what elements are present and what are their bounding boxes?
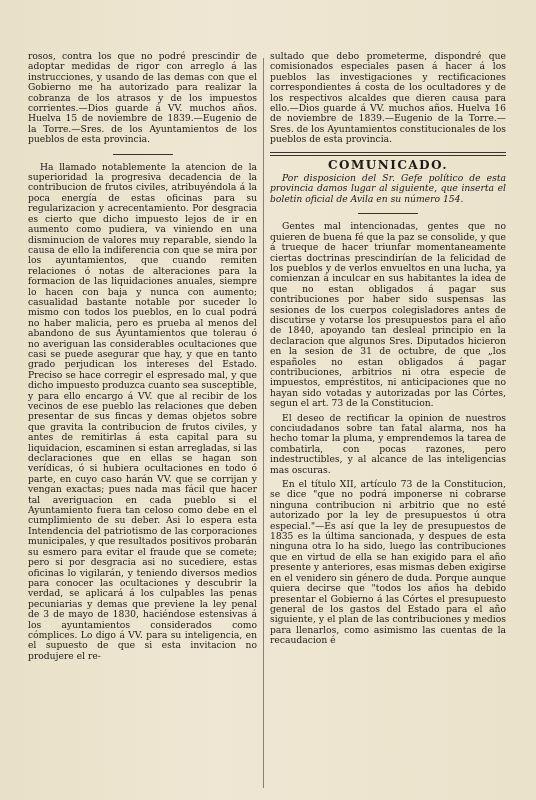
- left-main-paragraph: Ha llamado notablemente la atencion de la superioridad la progresiva decadencia de la contribucion de frutos civiles, atribuyéndola á la poca energía de estas oficinas para su regularizacion y acrecentamiento. Por desgracia es cierto que dicho impuesto lejos de ir en aumento como pudiera, va viniendo en una disminucion de valores muy reparable, siendo la causa de ello la indiferencia con que se mira por los ayuntamientos, que cuando remiten relaciones ó notas de alteraciones para la formacion de las liquidaciones anuales, siempre lo hacen con baja y nunca con aumento; casualidad bastante notable por suceder lo mismo con todos los pueblos, en lo cual podrá no haber malicia, pero es prueba al menos del abandono de sus Ayuntamientos que tolerau ó no averiguan las considerables ocultaciones que casi se puede asegurar que hay, y que en tanto grado perjudican los intereses del Estado. Preciso se hace corregir el espresado mal, y que dicho impuesto produzca cuanto sea susceptible, y para ello encargo á VV. que al recibir de los vecinos de ese pueblo las relaciones que deben presentar de sus fincas y demas objetos sobre que gravita la contribucion de frutos civiles, y antes de remitirlas á esta capital para su liquidacion, escaminen si estan arregladas, si las declaraciones que en ellas se hagan son verídicas, ó si hubiera ocultaciones en todo ó parte, en cuyo caso harán VV. que se corrijan y vengan exactas; pues nada mas fácil que hacer tal averiguacion en cada pueblo si el Ayuntamiento fuera tan celoso como debe en el cumplimiento de su deber. Asi lo espera esta Intendencia del patriotismo de las corporaciones municipales, y que resultados positivos probarán su esmero para evitar el fraude que se comete; pero si por desgracia asi no sucediere, estas oficinas lo vigilarán, y teniendo diversos medios para conocer las ocultaciones y descubrir la verdad, se aplicará á los culpables las penas pecuniarias y demas que previene la ley penal de 3 de mayo de 1830, haciéndose estensivas á los ayuntamientos considerados como cómplices. Lo digo á VV. para su inteligencia, en el supuesto de que si esta invitacion no produjere el re-: [28, 161, 257, 662]
- lead-paragraph: Por disposicion del Sr. Gefe político de esta provincia damos lugar al siguiente, que inserta el boletin oficial de Avila en su número 154.: [270, 173, 506, 205]
- separator-rule: [113, 154, 173, 155]
- right-top-paragraph: sultado que debo prometerme, dispondré que comisionados especiales pasen á hacer á los pueblos las investigaciones y rectificaciones correspondientes á costa de los ocultadores y de los respectivos alcaldes que dieren causa para ello.—Dios guarde á VV. muchos años. Huelva 16 de noviembre de 1839.—Eugenio de la Torre.—Sres. de los Ayuntamientos constitucionales de los pueblos de esta provincia.: [270, 51, 506, 146]
- left-top-paragraph: rosos, contra los que no podré prescindir de adoptar medidas de rigor con arreglo á las instrucciones, y usando de las demas con que el Gobierno me ha autorizado para realizar la cobranza de los atrasos y de los impuestos corrientes.—Dios guarde á VV. muchos años. Huelva 15 de noviembre de 1839.—Eugenio de la Torre.—Sres. de los Ayuntamientos de los pueblos de esta provincia.: [28, 51, 257, 146]
- section-title: COMUNICADO.: [327, 157, 449, 172]
- right-paragraph-3: En el título XII, artículo 73 de la Constitucion, se dice "que no podrá imponerse ni cobrarse ninguna contribucion ni arbitrio que no esté autorizado por la ley de presupuestos ú otra especial."—Es así que la ley de presupuestos de 1835 es la última sancionada, y despues de esta ninguna otra lo ha sido, luego las contribuciones que en virtud de ella se han exigido para el año presente y anteriores, esas mismas deben exigirse en el venidero sin género de duda. Porque aunque quiera decirse que "todos los años ha debido presentar el Gobierno á las Córtes el presupuesto general de los gastos del Estado para el año siguiente, y el plan de las contribuciones y medios para llenarlos, como asimismo las cuentas de la recaudacion é: [270, 479, 506, 647]
- separator-rule-right: [358, 213, 418, 214]
- right-paragraph-1: Gentes mal intencionadas, gentes que no quieren de buena fé que la paz se consolide, y que á trueque de hacer triunfar momentaneamente ciertas doctrinas prescindirían de la felicidad de los pueblos y de verlos envueltos en una lucha, ya comienzan á inculcar en sus habitantes la idea de que no estan obligados á pagar sus contribuciones por haber sido suspensas las sesiones de los cuerpos colegisladores antes de discutirse y votarse los presupuestos para el año de 1840, apoyando tan desleal principio en la declaracion que algunos Sres. Diputados hicieron en la sesion de 31 de octubre, de que „los españoles no estan obligados á pagar contribuciones, arbitrios ni otra especie de impuestos, empréstitos, ni anticipaciones que no hayan sido votadas y autorizadas por las Córtes, segun el art. 73 de la Constitucion.: [270, 221, 506, 410]
- section-rule-wrap: [270, 152, 506, 156]
- left-column: [28, 52, 257, 662]
- right-column: [270, 52, 506, 647]
- section-double-rule: [270, 152, 506, 156]
- right-paragraph-2: El deseo de rectificar la opinion de nuestros conciudadanos sobre tan fatal alarma, nos ha hecho tomar la pluma, y emprendemos la tarea de combatirla, con pocas razones, pero indestructibles, y al alcance de las inteligencias mas oscuras.: [270, 412, 506, 476]
- column-divider: [263, 58, 264, 788]
